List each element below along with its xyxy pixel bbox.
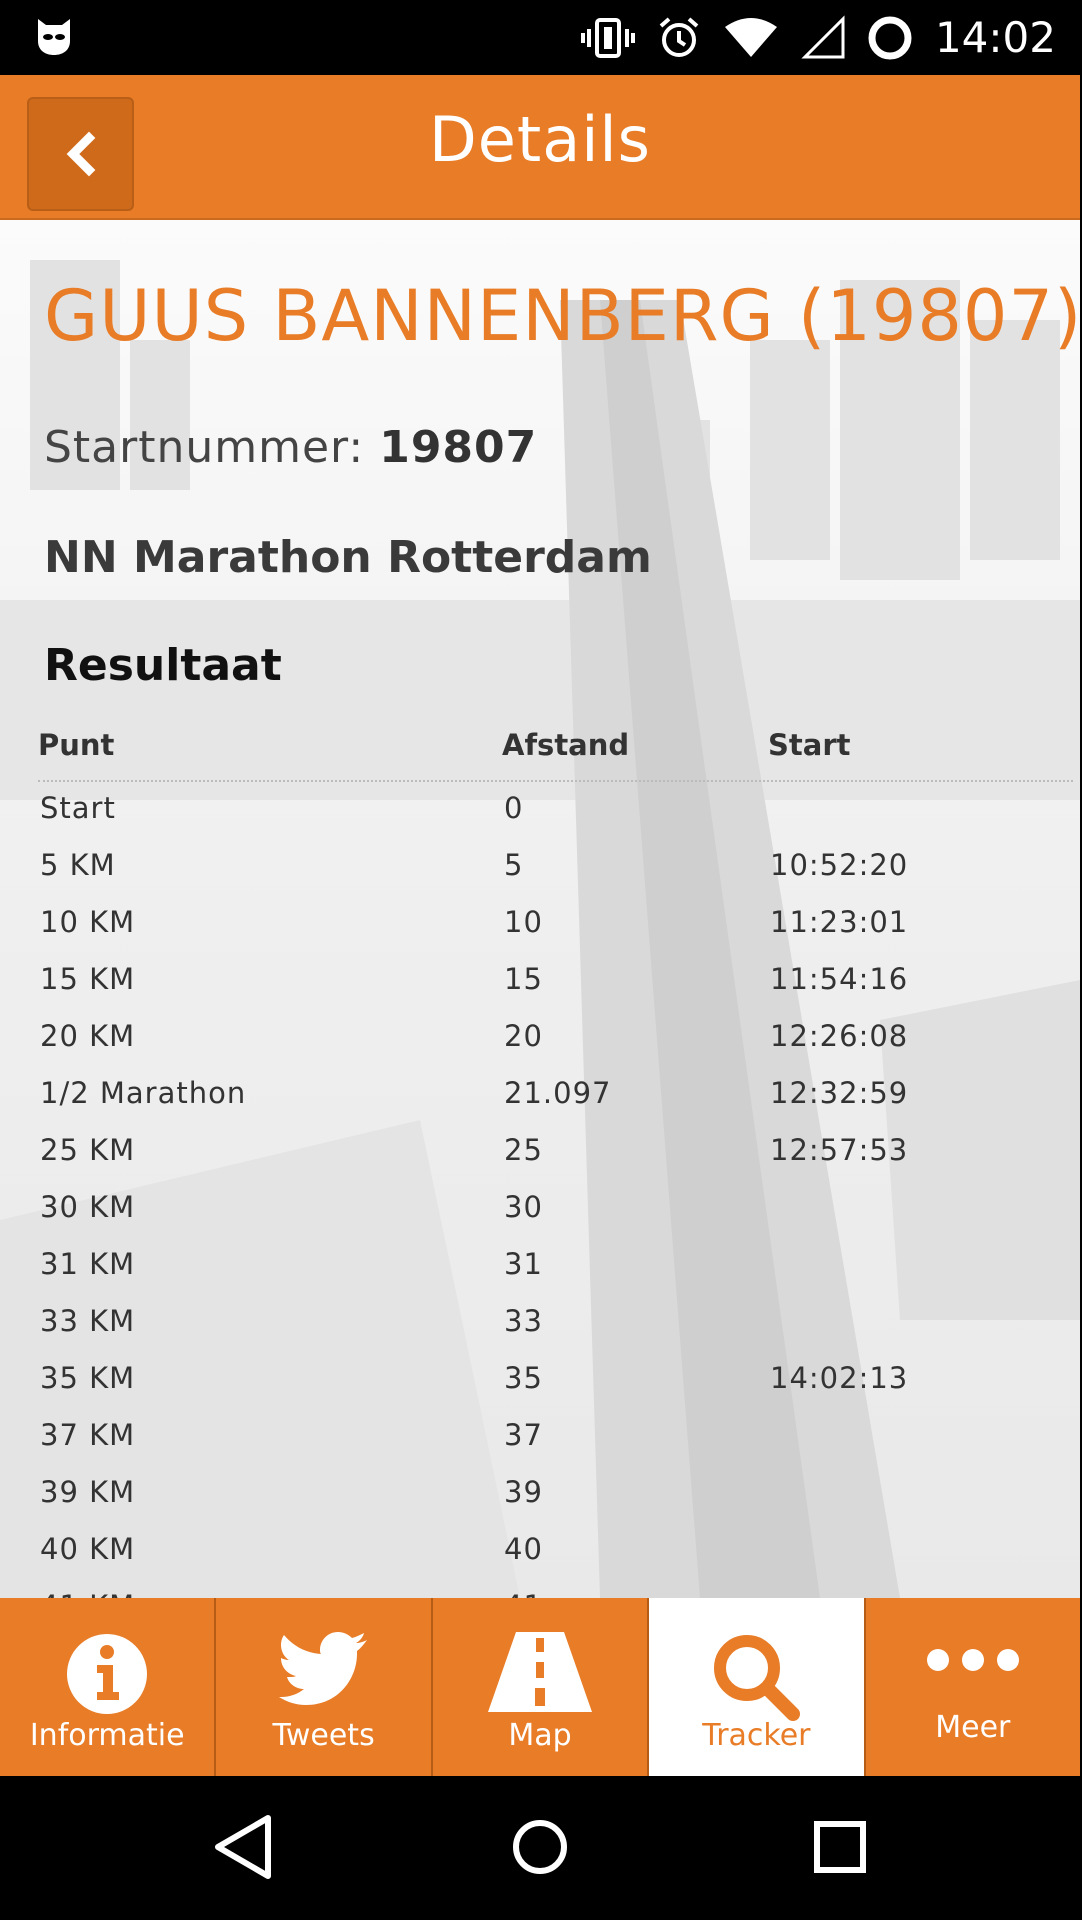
cell-afstand: 31 xyxy=(504,1247,543,1281)
cell-start: 11:23:01 xyxy=(770,905,909,939)
cell-punt: 37 KM xyxy=(40,1418,136,1452)
table-row xyxy=(40,1298,1075,1355)
tab-label: Map xyxy=(508,1718,572,1753)
cell-punt: 25 KM xyxy=(40,1133,136,1167)
table-row xyxy=(40,1526,1075,1583)
table-row xyxy=(40,1241,1075,1298)
cell-afstand: 40 xyxy=(504,1532,543,1566)
chevron-left-icon xyxy=(63,132,99,176)
tab-meer[interactable] xyxy=(866,1598,1080,1776)
cell-afstand: 39 xyxy=(504,1475,543,1509)
start-number xyxy=(44,422,537,473)
page-title: Details xyxy=(429,103,651,176)
details-content[interactable] xyxy=(0,220,1080,1598)
cell-punt: 1/2 Marathon xyxy=(40,1076,247,1110)
tab-map[interactable] xyxy=(433,1598,649,1776)
cell-punt: 35 KM xyxy=(40,1361,136,1395)
table-row xyxy=(40,1412,1075,1469)
app-header xyxy=(0,75,1080,220)
tab-tweets[interactable] xyxy=(216,1598,432,1776)
back-nav-icon[interactable] xyxy=(212,1812,274,1882)
cell-start: 12:26:08 xyxy=(770,1019,909,1053)
more-icon xyxy=(918,1638,1028,1688)
back-button[interactable] xyxy=(27,97,134,211)
cell-punt: 31 KM xyxy=(40,1247,136,1281)
cell-afstand: 25 xyxy=(504,1133,543,1167)
table-row xyxy=(40,1070,1075,1127)
clock: 14:02 xyxy=(934,13,1056,62)
table-row xyxy=(40,956,1075,1013)
runner-name: GUUS BANNENBERG (19807) xyxy=(44,275,1082,357)
cell-start: 11:54:16 xyxy=(770,962,909,996)
column-header-punt: Punt xyxy=(38,728,115,762)
cell-afstand: 20 xyxy=(504,1019,543,1053)
start-number-label: Startnummer: xyxy=(44,422,365,473)
search-icon xyxy=(711,1632,801,1722)
tab-label: Informatie xyxy=(29,1718,185,1753)
recents-nav-icon[interactable] xyxy=(812,1812,868,1882)
wifi-icon xyxy=(723,17,779,59)
alarm-icon xyxy=(657,16,701,60)
table-row xyxy=(40,899,1075,956)
cell-afstand: 33 xyxy=(504,1304,543,1338)
cell-punt: 10 KM xyxy=(40,905,136,939)
start-number-value: 19807 xyxy=(379,422,538,473)
table-row xyxy=(40,1184,1075,1241)
cell-punt: 15 KM xyxy=(40,962,136,996)
cell-afstand: 35 xyxy=(504,1361,543,1395)
table-row xyxy=(40,1355,1075,1412)
vibrate-icon xyxy=(581,17,635,59)
app-mask-icon xyxy=(34,15,74,57)
cell-afstand: 5 xyxy=(504,848,524,882)
tab-tracker[interactable] xyxy=(649,1598,865,1776)
cell-punt: 39 KM xyxy=(40,1475,136,1509)
signal-icon xyxy=(801,17,845,59)
table-row xyxy=(40,1469,1075,1526)
cell-punt: 30 KM xyxy=(40,1190,136,1224)
home-nav-icon[interactable] xyxy=(510,1812,570,1882)
bottom-tab-bar xyxy=(0,1598,1080,1776)
cell-punt: Start xyxy=(40,791,116,825)
tab-label: Tracker xyxy=(702,1718,811,1753)
info-icon xyxy=(65,1632,149,1716)
cell-afstand: 10 xyxy=(504,905,543,939)
battery-icon xyxy=(867,15,913,61)
cell-start: 12:57:53 xyxy=(770,1133,909,1167)
event-name: NN Marathon Rotterdam xyxy=(44,532,652,583)
tab-label: Tweets xyxy=(272,1718,375,1753)
table-header xyxy=(38,728,1073,782)
cell-start: 12:32:59 xyxy=(770,1076,909,1110)
twitter-icon xyxy=(279,1632,369,1706)
cell-punt: 5 KM xyxy=(40,848,116,882)
cell-afstand: 15 xyxy=(504,962,543,996)
column-header-afstand: Afstand xyxy=(502,728,630,762)
cell-start: 14:02:13 xyxy=(770,1361,909,1395)
table-row xyxy=(40,1013,1075,1070)
cell-afstand: 37 xyxy=(504,1418,543,1452)
column-header-start: Start xyxy=(768,728,851,762)
cell-punt: 33 KM xyxy=(40,1304,136,1338)
table-row xyxy=(40,785,1075,842)
cell-afstand: 30 xyxy=(504,1190,543,1224)
tab-label: Meer xyxy=(935,1710,1011,1745)
cell-punt: 20 KM xyxy=(40,1019,136,1053)
system-nav-bar xyxy=(0,1776,1080,1920)
cell-afstand: 21.097 xyxy=(504,1076,612,1110)
tab-informatie[interactable] xyxy=(0,1598,216,1776)
cell-punt: 40 KM xyxy=(40,1532,136,1566)
cell-afstand: 0 xyxy=(504,791,524,825)
cell-start: 10:52:20 xyxy=(770,848,909,882)
result-heading: Resultaat xyxy=(44,640,282,691)
road-icon xyxy=(488,1632,592,1712)
result-table xyxy=(40,785,1075,1640)
status-bar xyxy=(0,0,1080,75)
table-row xyxy=(40,1127,1075,1184)
table-row xyxy=(40,842,1075,899)
